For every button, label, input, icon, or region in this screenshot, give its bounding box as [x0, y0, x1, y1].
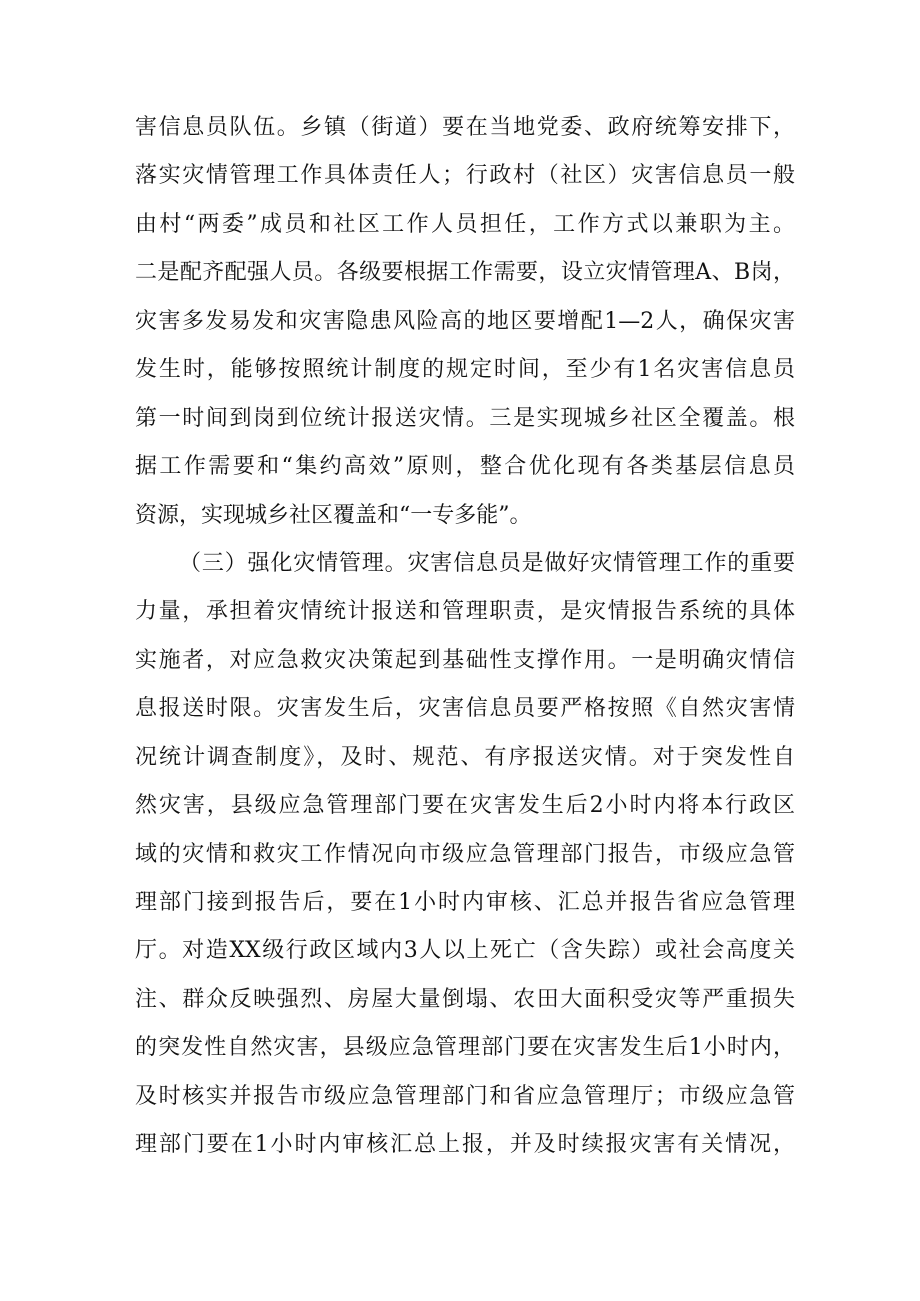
text-line: 力量，承担着灾情统计报送和管理职责，是灾情报告系统的具体	[135, 599, 795, 625]
text-line: 二是配齐配强人员。各级要根据工作需要，设立灾情管理A、B岗，	[135, 260, 795, 286]
text-line: 况统计调查制度》，及时、规范、有序报送灾情。对于突发性自	[135, 744, 795, 770]
text-line: 据工作需要和“集约高效”原则，整合优化现有各类基层信息员	[135, 454, 795, 480]
text-line: 息报送时限。灾害发生后，灾害信息员要严格按照《自然灾害情	[135, 696, 795, 722]
text-line: 厅。对造XX级行政区域内3人以上死亡（含失踪）或社会高度关	[135, 938, 795, 964]
text-line: 理部门要在1小时内审核汇总上报，并及时续报灾害有关情况，	[135, 1132, 795, 1158]
text-line: 害信息员队伍。乡镇（街道）要在当地党委、政府统筹安排下，	[135, 115, 795, 140]
text-line: 然灾害，县级应急管理部门要在灾害发生后2小时内将本行政区	[135, 793, 795, 819]
text-line: 落实灾情管理工作具体责任人；行政村（社区）灾害信息员一般	[135, 163, 795, 189]
text-line: 由村“两委”成员和社区工作人员担任，工作方式以兼职为主。	[135, 211, 795, 237]
document-body	[135, 104, 795, 1170]
paragraph-heading-line: （三）强化灾情管理。灾害信息员是做好灾情管理工作的重要	[179, 550, 795, 576]
text-line: 灾害多发易发和灾害隐患风险高的地区要增配1—2人，确保灾害	[135, 308, 795, 334]
text-line: 实施者，对应急救灾决策起到基础性支撑作用。一是明确灾情信	[135, 647, 795, 673]
text-line: 注、群众反映强烈、房屋大量倒塌、农田大面积受灾等严重损失	[135, 986, 795, 1012]
text-line: 及时核实并报告市级应急管理部门和省应急管理厅；市级应急管	[135, 1083, 795, 1109]
text-line: 发生时，能够按照统计制度的规定时间，至少有1名灾害信息员	[135, 357, 795, 383]
text-line: 第一时间到岗到位统计报送灾情。三是实现城乡社区全覆盖。根	[135, 405, 795, 431]
paragraph-end-line: 资源，实现城乡社区覆盖和“一专多能”。	[135, 502, 532, 528]
text-line: 域的灾情和救灾工作情况向市级应急管理部门报告，市级应急管	[135, 841, 795, 867]
text-line: 理部门接到报告后，要在1小时内审核、汇总并报告省应急管理	[135, 890, 795, 915]
text-line: 的突发性自然灾害，县级应急管理部门要在灾害发生后1小时内，	[135, 1035, 795, 1061]
